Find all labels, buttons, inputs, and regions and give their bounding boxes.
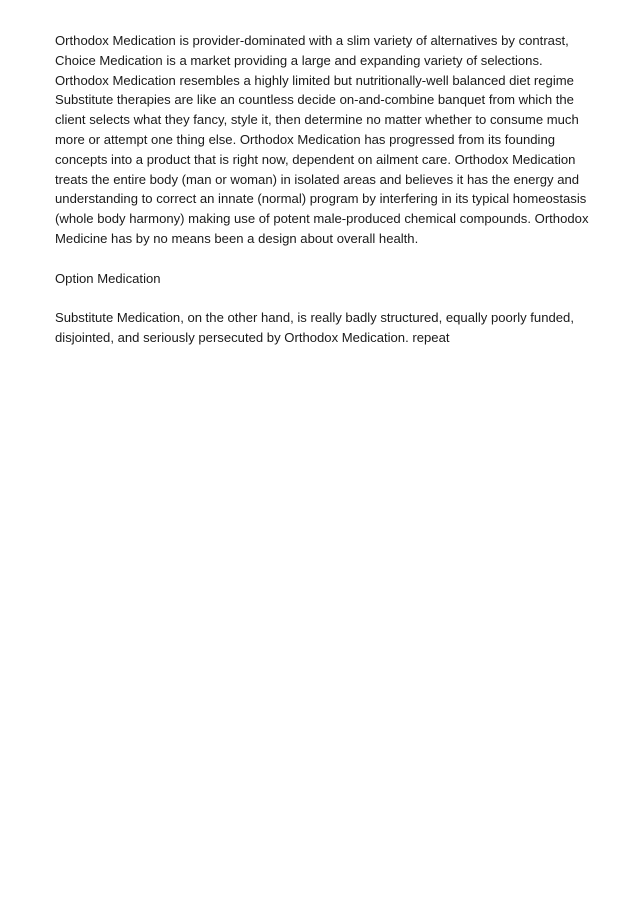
document-page <box>55 31 589 348</box>
text-line: (whole body harmony) making use of potent male-produced chemical compounds. Orthodox <box>55 211 589 227</box>
text-line: disjointed, and seriously persecuted by Orthodox Medication. repeat <box>55 329 450 345</box>
section-heading: Option Medication <box>55 270 161 286</box>
paragraph-intro <box>55 31 589 249</box>
text-line: Orthodox Medication is provider-dominated with a slim variety of alternatives by contrast, <box>55 33 569 48</box>
text-line: concepts into a product that is right now, dependent on ailment care. Orthodox Medication <box>55 151 576 167</box>
text-line: treats the entire body (man or woman) in isolated areas and believes it has the energy and <box>55 171 580 187</box>
text-line: Medicine has by no means been a design about overall health. <box>55 230 419 246</box>
text-line: Substitute therapies are like an countless decide on-and-combine banquet from which the <box>55 92 574 108</box>
paragraph-alternative <box>55 308 583 348</box>
text-line: understanding to correct an innate (normal) program by interfering in its typical homeostasis <box>55 191 587 207</box>
text-line: Choice Medication is a market providing a large and expanding variety of selections. <box>55 52 543 68</box>
text-line: Substitute Medication, on the other hand, is really badly structured, equally poorly funded, <box>55 310 574 326</box>
text-line: more or attempt one thing else. Orthodox Medication has progressed from its founding <box>55 131 556 147</box>
text-line: client selects what they fancy, style it, then determine no matter whether to consume much <box>55 112 579 128</box>
text-line: Orthodox Medication resembles a highly limited but nutritionally-well balanced diet regime <box>55 72 574 88</box>
